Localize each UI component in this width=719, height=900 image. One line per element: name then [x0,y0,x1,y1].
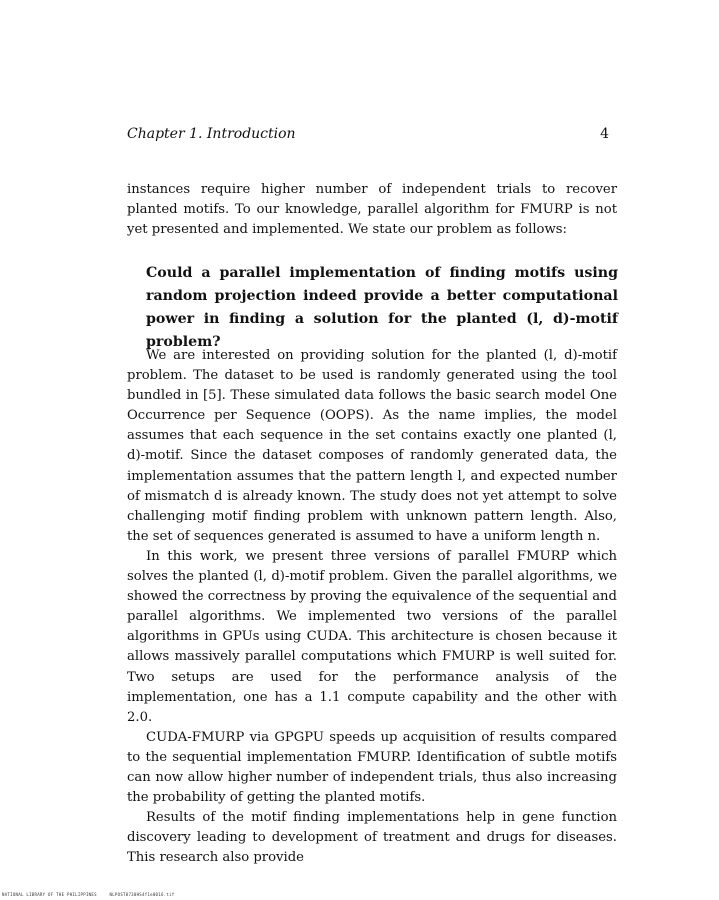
page-number: 4 [600,126,609,142]
body-text [127,346,617,868]
library-stamp: NATIONAL LIBRARY OF THE PHILIPPINES [2,892,97,897]
body-paragraph-3: CUDA-FMURP via GPGPU speeds up acquisition of results compared to the sequential implementation FMURP. Identification of subtle motifs can now allow higher number of independent trials, thus also increasing the probability of getting the planted motifs. [127,729,617,806]
running-header [127,126,609,142]
body-paragraph-2: In this work, we present three versions of parallel FMURP which solves the planted (l, d)-motif problem. Given the parallel algorithms, we showed the correctness by proving the equivalence of the sequential and parallel algorithms. We implemented two versions of the parallel algorithms in GPUs using CUDA. This architecture is chosen because it allows massively parallel computations which FMURP is well suited for. Two setups are used for the performance analysis of the implementation, one has a 1.1 compute capability and the other with 2.0. [127,548,617,725]
body-paragraph-4: Results of the motif finding implementations help in gene function discovery leading to development of treatment and drugs for diseases. This research also provide [127,810,617,866]
intro-paragraph-block [127,180,617,240]
chapter-title: Chapter 1. Introduction [127,126,296,142]
research-question: Could a parallel implementation of finding motifs using random projection indeed provide a better computational power in finding a solution for the planted (l, d)-motif problem? [146,265,618,350]
intro-paragraph: instances require higher number of independent trials to recover planted motifs. To our knowledge, parallel algorithm for FMURP is not yet presented and implemented. We state our problem as follows: [127,182,617,238]
file-id: NLPOST8730HS4f1e0016.tif [109,892,175,897]
scan-footer [2,892,175,897]
body-paragraph-1: We are interested on providing solution for the planted (l, d)-motif problem. The dataset to be used is randomly generated using the tool bundled in [5]. These simulated data follows the basic search model One Occurrence per Sequence (OOPS). As the name implies, the model assumes that each sequence in the set contains exactly one planted (l, d)-motif. Since the dataset composes of randomly generated data, the implementation assumes that the pattern length l, and expected number of mismatch d is already known. The study does not yet attempt to solve challenging motif finding problem with unknown pattern length. Also, the set of sequences generated is assumed to have a uniform length n. [127,348,617,544]
